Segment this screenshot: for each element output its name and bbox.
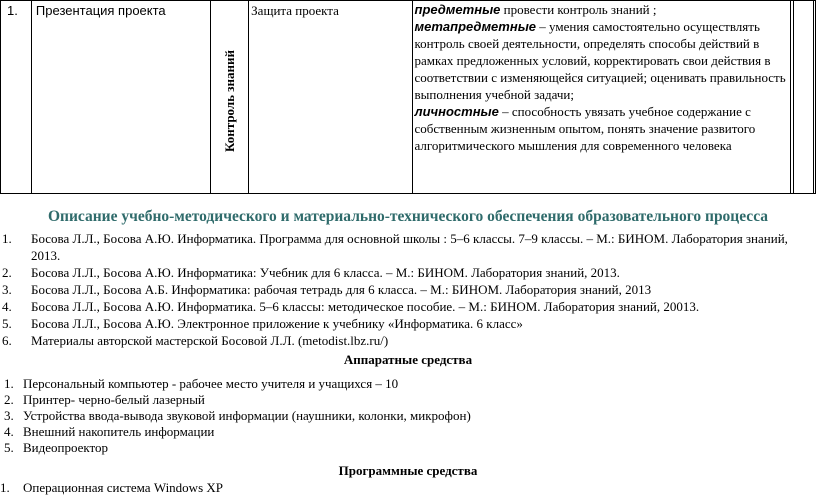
- row-number: 1.: [1, 1, 32, 194]
- software-title: Программные средства: [338, 463, 478, 478]
- item-number: 3.: [2, 282, 12, 297]
- item-number: 6.: [2, 333, 12, 348]
- outcome-text-meta: – умения самостоятельно осуществлять контроль своей деятельности, определять способы действий в рамках предложенных условий, корректировать свои действия в соответствии с изменяющейся ситуацией; оценивать правильность выполнения учебной задачи;: [414, 19, 786, 102]
- list-item: [0, 315, 816, 332]
- item-number: 5.: [4, 440, 14, 455]
- control-type-label: Контроль знаний: [221, 50, 237, 152]
- item-text: Материалы авторской мастерской Босовой Л.Л. (metodist.lbz.ru/): [31, 333, 389, 348]
- item-text: Видеопроектор: [23, 440, 109, 455]
- list-item: [0, 480, 816, 496]
- item-number: 1.: [4, 376, 14, 391]
- list-item: [0, 264, 816, 281]
- item-number: 4.: [4, 424, 14, 439]
- list-item: [0, 424, 816, 440]
- item-text: Внешний накопитель информации: [23, 424, 215, 439]
- empty-cell: [794, 1, 814, 194]
- item-text: Босова Л.Л., Босова А.Ю. Информатика. 5–6 классы: методическое пособие. – М.: БИНОМ. Лаборатория знаний, 20013.: [31, 299, 700, 314]
- outcome-label-personal: личностные: [414, 104, 499, 119]
- item-text: Босова Л.Л., Босова А.Ю. Электронное приложение к учебнику «Информатика. 6 класс»: [31, 316, 523, 331]
- list-item: [0, 440, 816, 456]
- topic-cell: Презентация проекта: [31, 1, 210, 194]
- list-item: [0, 376, 816, 392]
- item-number: 1.: [2, 231, 12, 246]
- literature-list: [0, 230, 816, 349]
- section-title: Описание учебно-методического и материально-технического обеспечения образовательного процесса: [47, 208, 769, 225]
- list-item: [0, 408, 816, 424]
- empty-cell: [813, 1, 815, 194]
- item-number: 2.: [4, 392, 14, 407]
- item-text: Босова Л.Л., Босова А.Ю. Информатика: Учебник для 6 класса. – М.: БИНОМ. Лаборатория знаний, 2013.: [31, 265, 620, 280]
- list-item: [0, 298, 816, 315]
- item-number: 5.: [2, 316, 12, 331]
- item-text: Устройства ввода-вывода звуковой информации (наушники, колонки, микрофон): [23, 408, 471, 423]
- list-item: [0, 392, 816, 408]
- table-row: [1, 1, 816, 194]
- outcome-label-meta: метапредметные: [414, 19, 537, 34]
- outcome-label-subject: предметные: [414, 2, 501, 17]
- lesson-plan-table: [0, 0, 816, 194]
- item-number: 4.: [2, 299, 12, 314]
- control-type-cell: [211, 1, 249, 194]
- item-text: Операционная система Windows XP: [23, 480, 223, 495]
- outcome-text-subject: провести контроль знаний ;: [500, 2, 657, 17]
- outcome-text-personal: – способность увязать учебное содержание с собственным жизненным опытом, понять значение развитого алгоритмического мышления для современного человека: [414, 104, 756, 153]
- software-list: [0, 480, 816, 496]
- list-item: [0, 281, 816, 298]
- item-number: 3.: [4, 408, 14, 423]
- item-text: Босова Л.Л., Босова А.Б. Информатика: рабочая тетрадь для 6 класса. – М.: БИНОМ. Лаборатория знаний, 2013: [31, 282, 652, 297]
- item-text: Босова Л.Л., Босова А.Ю. Информатика. Программа для основной школы : 5–6 классы. 7–9 классы. – М.: БИНОМ. Лаборатория знаний, 2013.: [31, 231, 788, 263]
- item-text: Персональный компьютер - рабочее место учителя и учащихся – 10: [23, 376, 399, 391]
- activity-cell: Защита проекта: [249, 1, 412, 194]
- item-text: Принтер- черно-белый лазерный: [23, 392, 205, 407]
- hardware-title: Аппаратные средства: [343, 352, 473, 367]
- list-item: [0, 230, 816, 264]
- hardware-list: [0, 376, 816, 456]
- item-number: 2.: [2, 265, 12, 280]
- item-number: 1.: [0, 480, 10, 495]
- outcomes-cell: [412, 1, 791, 194]
- list-item: [0, 332, 816, 349]
